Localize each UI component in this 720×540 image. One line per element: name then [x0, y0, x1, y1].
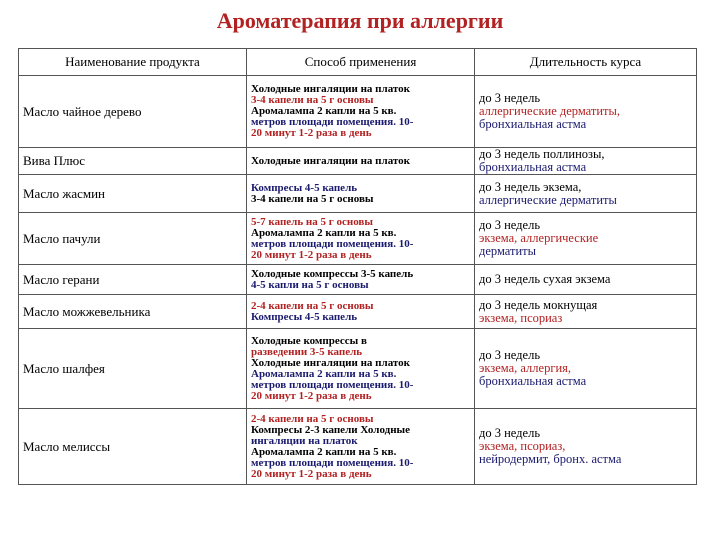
method-line: 20 минут 1-2 раза в день [251, 128, 372, 139]
header-method: Способ применения [247, 49, 475, 76]
product-name-cell [19, 329, 247, 409]
method-cell [247, 175, 475, 213]
table-row [19, 329, 697, 409]
method-line: метров площади помещения. 10- [251, 379, 414, 391]
product-name: Масло можжевельника [23, 303, 151, 319]
header-duration: Длительность курса [475, 49, 697, 76]
aromatherapy-table [18, 48, 697, 485]
duration-line: до 3 недель [479, 349, 541, 362]
method-line: Холодные компрессы 3-5 капель [251, 268, 414, 280]
duration-line: до 3 недель [479, 427, 541, 440]
method-line: Аромалампа 2 капли на 5 кв. [251, 368, 397, 380]
duration-cell [475, 329, 697, 409]
duration-line: до 3 недель мокнущая [479, 298, 598, 312]
duration-cell [475, 148, 697, 175]
product-name-cell [19, 265, 247, 295]
method-line: 2-4 капели на 5 г основы [251, 413, 374, 425]
product-name: Масло пачули [23, 230, 101, 246]
method-line: метров площади помещения. 10- [251, 117, 414, 128]
method-line: 5-7 капель на 5 г основы [251, 216, 373, 228]
method-cell [247, 295, 475, 329]
duration-cell [475, 213, 697, 265]
product-name: Масло жасмин [23, 185, 105, 201]
duration-line: до 3 недель экзема, [479, 180, 582, 194]
product-name: Масло герани [23, 271, 100, 287]
method-line: разведении 3-5 капель [251, 346, 363, 358]
method-line: Компресы 4-5 капель [251, 182, 358, 194]
product-name-cell [19, 295, 247, 329]
method-line: 20 минут 1-2 раза в день [251, 468, 372, 480]
duration-cell [475, 409, 697, 485]
duration-line: до 3 недель сухая экзема [479, 273, 611, 286]
product-name-cell [19, 175, 247, 213]
method-line: Аромалампа 2 капли на 5 кв. [251, 227, 397, 239]
table-row [19, 76, 697, 148]
method-line: 2-4 капели на 5 г основы [251, 300, 374, 312]
duration-line: бронхиальная астма [479, 375, 587, 388]
duration-line: экзема, аллергия, [479, 362, 572, 375]
table-header-row [19, 49, 697, 76]
product-name: Вива Плюс [23, 153, 85, 168]
method-line: Холодные ингаляции на платок [251, 155, 411, 167]
product-name-cell [19, 213, 247, 265]
duration-line: экзема, псориаз, [479, 440, 566, 453]
method-cell [247, 409, 475, 485]
product-name-cell [19, 148, 247, 175]
duration-line: экзема, аллергические [479, 232, 599, 245]
duration-cell [475, 295, 697, 329]
product-name-cell [19, 76, 247, 148]
duration-cell [475, 175, 697, 213]
method-cell [247, 213, 475, 265]
method-cell [247, 265, 475, 295]
table-row [19, 409, 697, 485]
duration-line: до 3 недель поллинозы, [479, 148, 605, 161]
method-line: метров площади помещения. 10- [251, 238, 414, 250]
method-line: Холодные компрессы в [251, 335, 367, 347]
page-title: Ароматерапия при аллергии [216, 8, 504, 33]
method-line: ингаляции на платок [251, 435, 358, 447]
method-cell [247, 148, 475, 175]
method-cell [247, 329, 475, 409]
method-line: 4-5 капли на 5 г основы [251, 279, 369, 291]
method-line: Компресы 2-3 капели Холодные [251, 424, 411, 436]
method-line: 20 минут 1-2 раза в день [251, 249, 372, 261]
product-name: Масло мелиссы [23, 438, 111, 454]
table-row [19, 295, 697, 329]
product-name-cell [19, 409, 247, 485]
duration-line: до 3 недель [479, 92, 541, 105]
duration-line: нейродермит, бронх. астма [479, 453, 622, 466]
duration-line: аллергические дерматиты [479, 193, 617, 207]
method-line: Аромалампа 2 капли на 5 кв. [251, 106, 397, 117]
method-line: Холодные ингаляции на платок [251, 357, 411, 369]
duration-line: экзема, псориаз [479, 311, 563, 325]
duration-line: аллергические дерматиты, [479, 105, 621, 118]
method-line: 3-4 капели на 5 г основы [251, 95, 374, 106]
method-cell [247, 76, 475, 148]
table-row [19, 265, 697, 295]
table-row [19, 213, 697, 265]
product-name: Масло шалфея [23, 360, 105, 376]
duration-cell [475, 76, 697, 148]
duration-line: дерматиты [479, 245, 537, 258]
method-line: Компресы 4-5 капель [251, 311, 358, 323]
method-line: 20 минут 1-2 раза в день [251, 390, 372, 402]
duration-line: до 3 недель [479, 219, 541, 232]
duration-line: бронхиальная астма [479, 161, 587, 174]
duration-line: бронхиальная астма [479, 118, 587, 131]
method-line: Аромалампа 2 капли на 5 кв. [251, 446, 397, 458]
header-product-name: Наименование продукта [19, 49, 247, 76]
table-row [19, 148, 697, 175]
method-line: метров площади помещения. 10- [251, 457, 414, 469]
duration-cell [475, 265, 697, 295]
method-line: Холодные ингаляции на платок [251, 84, 411, 95]
table-row [19, 175, 697, 213]
method-line: 3-4 капели на 5 г основы [251, 193, 374, 205]
product-name: Масло чайное дерево [23, 103, 142, 119]
